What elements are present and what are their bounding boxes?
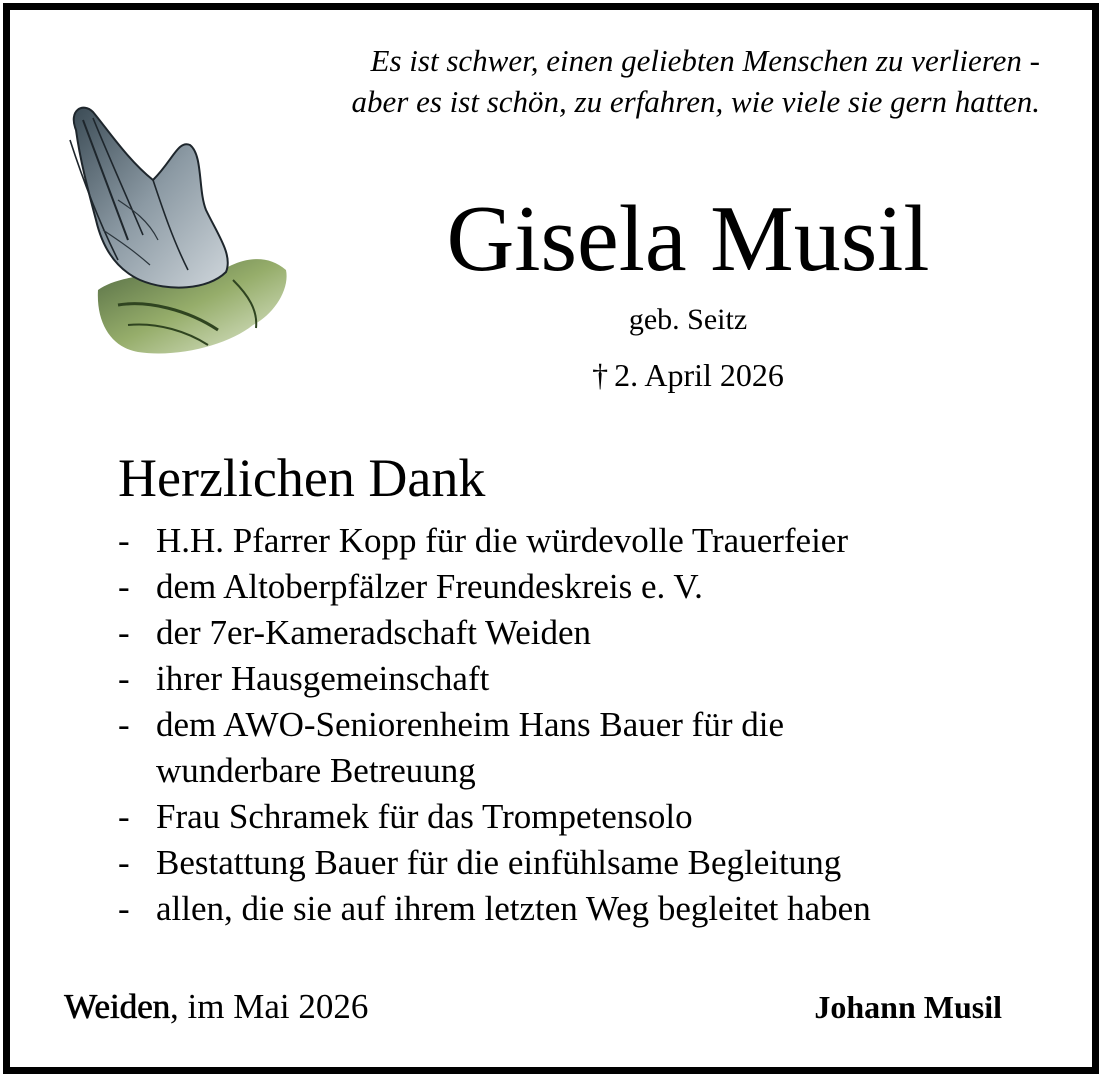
list-item bbox=[118, 656, 871, 702]
bullet: - bbox=[118, 843, 130, 882]
list-item-continuation: wunderbare Betreuung bbox=[156, 751, 476, 790]
death-date-text: 2. April 2026 bbox=[614, 357, 784, 393]
date: , im Mai 2026 bbox=[170, 987, 369, 1026]
bullet: - bbox=[118, 567, 130, 606]
list-item-text: allen, die sie auf ihrem letzten Weg begleitet haben bbox=[156, 889, 871, 928]
thanks-heading: Herzlichen Dank bbox=[118, 448, 486, 508]
list-item bbox=[118, 518, 871, 564]
list-item-text: H.H. Pfarrer Kopp für die würdevolle Trauerfeier bbox=[156, 521, 849, 560]
list-item-text: ihrer Hausgemeinschaft bbox=[156, 659, 490, 698]
list-item-text: der 7er-Kameradschaft Weiden bbox=[156, 613, 592, 652]
list-item-text: Frau Schramek für das Trompetensolo bbox=[156, 797, 693, 836]
list-item bbox=[118, 610, 871, 656]
deceased-name: Gisela Musil bbox=[446, 187, 930, 291]
quote bbox=[352, 40, 1040, 122]
quote-line-1: Es ist schwer, einen geliebten Menschen zu verlieren - bbox=[370, 43, 1040, 78]
list-item bbox=[118, 702, 871, 794]
list-item bbox=[118, 886, 871, 932]
bullet: - bbox=[118, 797, 130, 836]
birth-name: geb. Seitz bbox=[628, 303, 748, 336]
list-item-text: Bestattung Bauer für die einfühlsame Begleitung bbox=[156, 843, 842, 882]
bullet: - bbox=[118, 613, 130, 652]
bullet: - bbox=[118, 705, 130, 744]
death-date bbox=[398, 354, 978, 396]
list-item bbox=[118, 564, 871, 610]
bullet: - bbox=[118, 521, 130, 560]
list-item bbox=[118, 794, 871, 840]
list-item bbox=[118, 840, 871, 886]
thanks-list bbox=[118, 518, 871, 932]
place-date bbox=[64, 984, 368, 1030]
signer: Johann Musil bbox=[814, 989, 1002, 1025]
list-item-text: dem Altoberpfälzer Freundeskreis e. V. bbox=[156, 567, 703, 606]
cross-icon: † bbox=[592, 357, 609, 393]
praying-hands-icon bbox=[58, 100, 294, 362]
quote-line-2: aber es ist schön, zu erfahren, wie viele sie gern hatten. bbox=[351, 84, 1040, 119]
city: Weiden bbox=[64, 987, 171, 1026]
bullet: - bbox=[118, 659, 130, 698]
bullet: - bbox=[118, 889, 130, 928]
list-item-text: dem AWO-Seniorenheim Hans Bauer für die bbox=[156, 705, 784, 744]
